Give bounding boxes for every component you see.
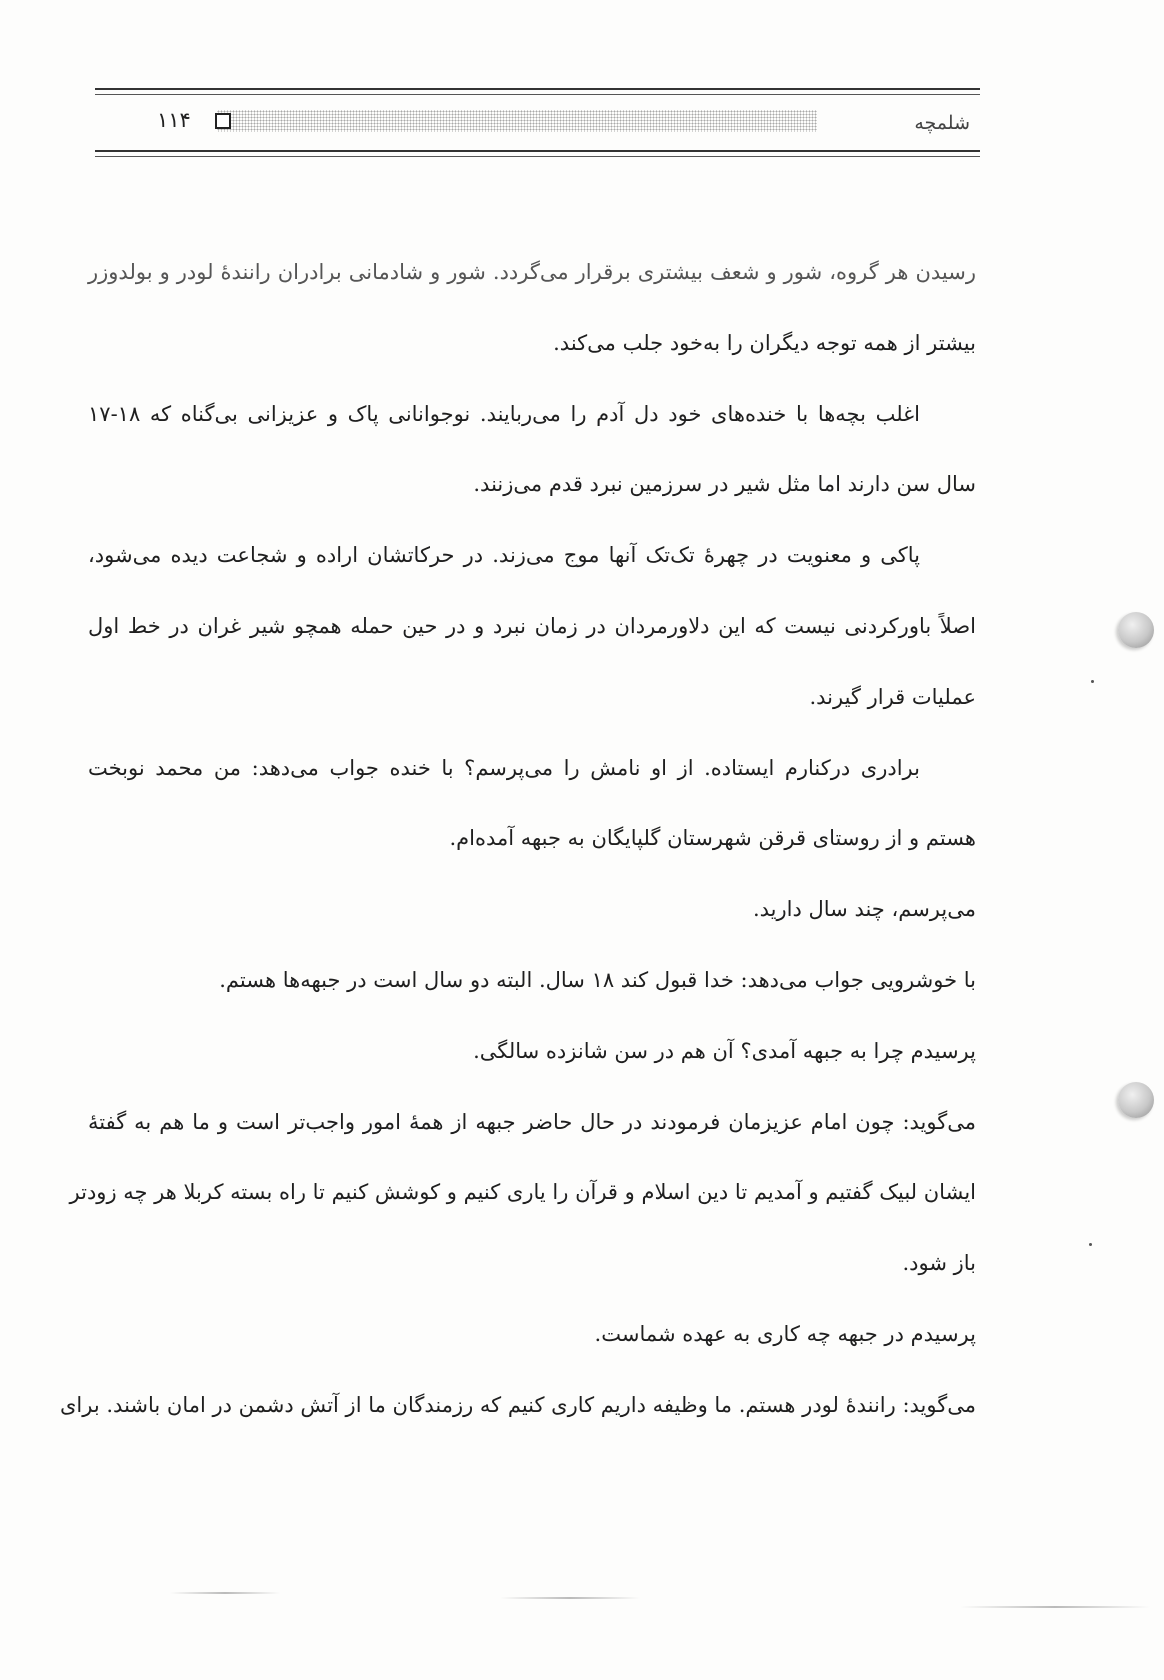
page-header xyxy=(95,88,980,160)
text-line: اغلب بچه‌ها با خنده‌های خود دل آدم را می‌ربایند. نوجوانانی پاک و عزیزانی بی‌گناه که ۱۸-۱۷ xyxy=(88,401,920,426)
binder-hole xyxy=(1118,1082,1154,1118)
header-rule-bottom-thin xyxy=(95,156,980,157)
scan-speck xyxy=(1091,680,1094,683)
text-line: بیشتر از همه توجه دیگران را به‌خود جلب می‌کند. xyxy=(553,330,976,355)
header-dotted-band xyxy=(217,110,817,132)
text-line: باز شود. xyxy=(902,1251,976,1276)
text-line: می‌پرسم، چند سال دارید. xyxy=(752,897,976,922)
text-line: می‌گوید: چون امام عزیزمان فرمودند در حال حاضر جبهه از همهٔ امور واجب‌تر است و ما هم به گفتهٔ xyxy=(88,1109,976,1134)
text-line: هستم و از روستای قرقن شهرستان گلپایگان به جبهه آمده‌ام. xyxy=(449,826,976,851)
binder-hole xyxy=(1118,612,1154,648)
page-number: ۱۱۴ xyxy=(157,108,191,132)
scan-artifact xyxy=(960,1606,1150,1608)
text-line: برادری درکنارم ایستاده. از او نامش را می‌پرسم؟ با خنده جواب می‌دهد: من محمد نوبخت xyxy=(88,755,920,780)
square-ornament-icon xyxy=(215,113,231,129)
text-line: پرسیدم در جبهه چه کاری به عهده شماست. xyxy=(594,1321,976,1346)
header-rule-top xyxy=(95,88,980,90)
scan-artifact xyxy=(170,1592,280,1594)
text-line: عملیات قرار گیرند. xyxy=(809,684,976,709)
text-line: اصلاً باورکردنی نیست که این دلاورمردان در زمان نبرد و در حین حمله همچو شیر غران در خط اول xyxy=(88,613,976,638)
text-line: می‌گوید: رانندهٔ لودر هستم. ما وظیفه داریم کاری کنیم که رزمندگان ما از آتش دشمن در امان باشند. برای xyxy=(60,1392,976,1417)
running-title: شلمچه xyxy=(914,112,970,134)
text-line: پرسیدم چرا به جبهه آمدی؟ آن هم در سن شانزده سالگی. xyxy=(473,1038,976,1063)
body-text xyxy=(60,252,976,1456)
scan-artifact xyxy=(500,1597,640,1599)
text-line: سال سن دارند اما مثل شیر در سرزمین نبرد قدم می‌زنند. xyxy=(473,472,976,497)
text-line: رسیدن هر گروه، شور و شعف بیشتری برقرار می‌گردد. شور و شادمانی برادران رانندهٔ لودر و بولدوزر xyxy=(88,260,976,284)
scan-speck xyxy=(1089,1243,1092,1246)
text-line: ایشان لبیک گفتیم و آمدیم تا دین اسلام و قرآن را یاری کنیم و کوشش کنیم تا راه بسته کربلا هر چه زودتر xyxy=(69,1180,976,1205)
header-rule-top-thin xyxy=(95,94,980,95)
text-line: پاکی و معنویت در چهرهٔ تک‌تک آنها موج می‌زند. در حرکاتشان اراده و شجاعت دیده می‌شود، xyxy=(88,543,920,568)
text-line: با خوشرویی جواب می‌دهد: خدا قبول کند ۱۸ سال. البته دو سال است در جبهه‌ها هستم. xyxy=(219,967,976,992)
header-rule-bottom xyxy=(95,150,980,152)
